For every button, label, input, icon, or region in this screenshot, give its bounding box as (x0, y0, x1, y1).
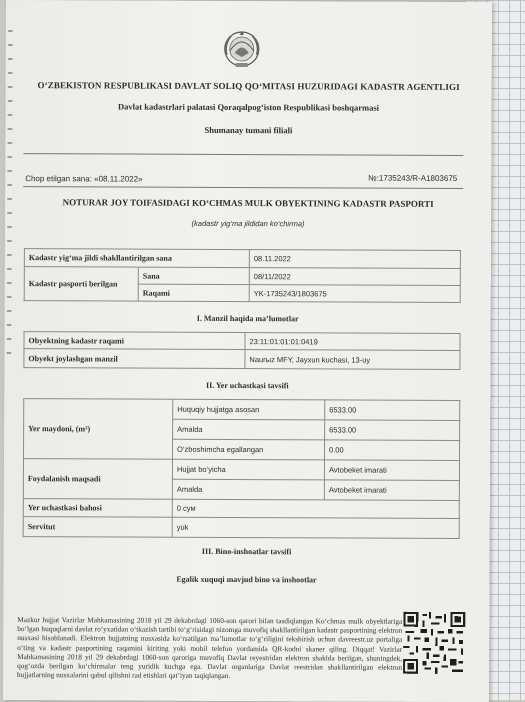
area-value: 6533.00 (325, 420, 460, 441)
issue-number-label: Raqami (138, 284, 249, 301)
servitut-value: yuk (172, 517, 459, 538)
address-table (23, 331, 460, 370)
section-address-title: I. Manzil haqida ma’lumotlar (196, 313, 299, 324)
formation-date-value: 08.11.2022 (249, 250, 460, 269)
land-table (23, 398, 461, 539)
usage-purpose-label: Foydalanish maqsadi (23, 459, 172, 500)
print-date: Chop etilgan sana: «08.11.2022» (25, 174, 143, 184)
header-divider (23, 153, 463, 156)
area-value: 0.00 (324, 440, 459, 461)
document-number: №:1735243/R-A1803675 (368, 173, 458, 183)
branch-name: Shumanay tumani filiali (204, 124, 293, 136)
meta-divider (23, 186, 463, 189)
area-sub-label: Huquqiy hujjatga asosan (173, 399, 325, 420)
issue-date-value: 08/11/2022 (249, 268, 460, 286)
servitut-label: Servitut (23, 517, 172, 538)
purpose-value: Avtobeket imarati (324, 480, 459, 501)
buildings-subtitle: Egalik xuquqi mavjud bino va inshootlar (176, 574, 317, 585)
chamber-name: Davlat kadastrlari palatasi Qoraqalpog‘iston Respublikasi boshqarmasi (118, 101, 380, 113)
address-value: Naurыz MFY, Jayxun kuchasi, 13-uy (245, 350, 460, 370)
area-sub-label: Amalda (173, 419, 325, 440)
state-emblem-icon (221, 27, 263, 69)
passport-issued-label: Kadastr pasporti berilgan (24, 267, 138, 301)
passport-info-table (24, 248, 461, 303)
area-sub-label: O‘zboshimcha egallangan (172, 439, 324, 460)
issue-number-value: YK-1735243/1803675 (249, 285, 460, 303)
legal-notice: Mazkur hujjat Vazirlar Mahkamasining 2018 yil 29 dekabrdagi 1060-son qarori bilan tasdiqlangan Ko‘chmas mulk obyektlariga bo‘lgan huquqlarni davlat ro‘yxatidan o‘tkazish tartibi to‘g‘risidagi nizomga muvofiq shakllantirilgan kadastr pasportining elektron nusxasi hisoblanadi. Elektron hujjatning nusxasida ko‘rsatilgan ma’lumotlar to‘g‘riligini tekshirish uchun davreestr.uz portaliga o‘ting va kadastr pasportining raqamini kiriting yoki mobil telefon yordamida QR-kodni skaner qiling. Diqqat! Vazirlar Mahkamasining 2018 yil 29 dekabrdagi 1060-son qaroriga muvofiq Davlat reyestridan elektron shaklda berilgan, shuningdek, qog‘ozda berilgan ko‘chirmalar teng yuridik kuchga ega. Davlat organlariga Davlat reestridan shakllantirilgan elektron hujjatlarning nusxalarini qabul qilishni rad etishlari qat’iyan taqiqlangan. (17, 615, 403, 681)
cadastral-number-value: 23:11:01:01:01:0419 (245, 333, 460, 351)
land-price-value: 0 сум (172, 499, 459, 518)
section-buildings-title: III. Bino-inshoatlar tavsifi (201, 546, 292, 557)
purpose-sub-label: Hujjat bo‘yicha (172, 459, 324, 480)
address-label: Obyekt joylashgan manzil (24, 349, 245, 369)
land-area-label: Yer maydoni, (m²) (23, 399, 172, 460)
document-page (3, 0, 492, 702)
qr-code-icon (403, 612, 465, 674)
purpose-value: Avtobeket imarati (324, 460, 459, 481)
cadastral-number-label: Obyektning kadastr raqami (24, 332, 245, 350)
document-title: NOTURAR JOY TOIFASIDAGI KO‘CHMAS MULK OBYEKTINING KADASTR PASPORTI (62, 197, 434, 209)
issue-date-label: Sana (138, 267, 249, 284)
purpose-sub-label: Amalda (172, 479, 324, 500)
formation-date-label: Kadastr yig‘ma jildi shakllantirilgan sana (24, 249, 249, 268)
agency-name: O‘ZBEKISTON RESPUBLIKASI DAVLAT SOLIQ QO‘MITASI HUZURIDAGI KADASTR AGENTLIGI (37, 80, 460, 92)
document-subtitle: (kadastr yig‘ma jildidan ko‘chirma) (191, 218, 305, 229)
land-price-label: Yer uchastkasi bahosi (23, 499, 172, 518)
area-value: 6533.00 (325, 400, 460, 421)
section-land-title: II. Yer uchastkasi tavsifi (205, 380, 289, 391)
